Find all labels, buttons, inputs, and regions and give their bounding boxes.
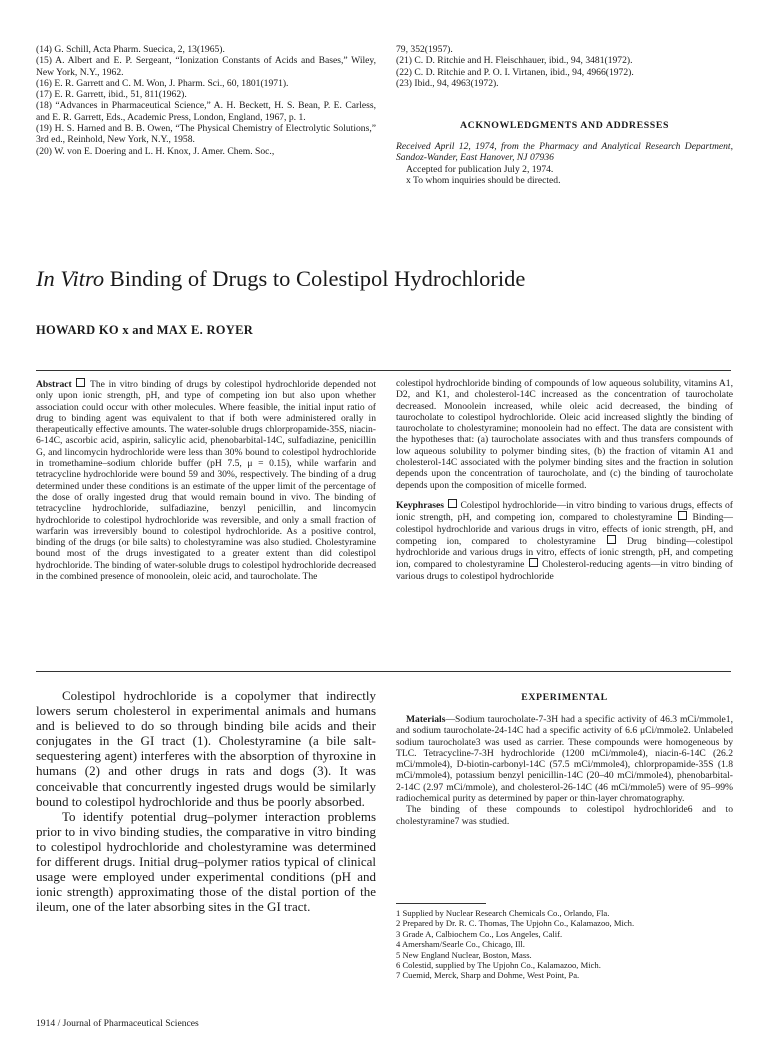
keyphrase: Drug binding—colestipol hydrochloride and various drugs in vitro, effects of ionic strength, pH, and competing ion, compared to cholestyramine xyxy=(396,535,734,571)
intro-paragraph: To identify potential drug–polymer interaction problems prior to in vivo binding studies, the comparative in vitro binding to colestipol hydrochloride and cholestyramine was determined for different drugs. Initial drug–polymer ratios typical of clinical usage were employed under experimental conditions (pH and ionic strength) approximating those of the distal portion of the ileum, one of the later absorbing sites in the GI tract. xyxy=(36,808,376,915)
reference: (23) Ibid., 94, 4963(1972). xyxy=(396,77,499,89)
keyphrases-label: Keyphrases xyxy=(396,499,444,511)
reference: (21) C. D. Ritchie and H. Fleischhauer, ibid., 94, 3481(1972). xyxy=(396,55,633,67)
footnote: 5 New England Nuclear, Boston, Mass. xyxy=(396,949,532,960)
inquiries-text: x To whom inquiries should be directed. xyxy=(406,174,561,186)
title-italic: In Vitro xyxy=(36,266,105,291)
reference: (17) E. R. Garrett, ibid., 51, 811(1962). xyxy=(36,89,187,101)
footnote: 1 Supplied by Nuclear Research Chemicals Co., Orlando, Fla. xyxy=(396,908,610,918)
intro-paragraph: Colestipol hydrochloride is a copolymer that indirectly lowers serum cholesterol in experimental animals and humans and is believed to do so through binding bile acids and their conjugates in the GI tract (1). Cholestyramine (a bile salt-sequestering agent) interferes with the absorption of thyroxine in humans (2) and other drugs in rats and dogs (3). It was conceivable that concurrently ingested drugs would be similarly bound to colestipol hydrochloride and thus be poorly absorbed. xyxy=(36,688,376,809)
reference: (15) A. Albert and E. P. Sergeant, “Ionization Constants of Acids and Bases,” Wiley, New York, N.Y., 1962. xyxy=(36,55,376,78)
keyphrase: Binding—colestipol hydrochloride and various drugs in vitro, effects of ionic strength, pH, and competing ion, compared to cholestyramine xyxy=(396,512,734,547)
reference: (16) E. R. Garrett and C. M. Won, J. Pharm. Sci., 60, 1801(1971). xyxy=(36,77,289,89)
binding-paragraph: The binding of these compounds to colestipol hydrochloride6 and to cholestyramine7 was studied. xyxy=(396,804,733,827)
received-text: Received April 12, 1974, from the Pharmacy and Analytical Research Department, Sandoz-Wander, East Hanover, NJ 07936 xyxy=(396,141,733,164)
references-right xyxy=(396,44,733,89)
keyphrases xyxy=(396,499,733,582)
materials-label: Materials xyxy=(406,714,446,725)
abstract-label: Abstract xyxy=(36,379,72,390)
square-bullet-icon xyxy=(448,499,457,508)
footnote: 2 Prepared by Dr. R. C. Thomas, The Upjohn Co., Kalamazoo, Mich. xyxy=(396,918,635,929)
footnote-rule xyxy=(396,903,486,904)
materials-paragraph: Materials—Sodium taurocholate-7-3H had a specific activity of 46.3 mCi/mmole1, and sodium taurocholate-24-14C had a specific activity of 6.6 μCi/mmole2. Unlabeled sodium taurocholate3 was used as carrier. These compounds were homogeneous by TLC. Tetracycline-7-3H hydrochloride (1200 mCi/mmole4), niacin-6-14C (26.2 mCi/mmole4), D-biotin-carbonyl-14C (57.5 mCi/mmole4), chlorpropamide-35S (1.8 mCi/mmole4), potassium benzyl penicillin-14C (20–40 mCi/mmole4), phenobarbital-2-14C (2.97 mCi/mmole), and cholesterol-26-14C (46 mCi/mmole5) were of 95–99% radiochemical purity as determined by paper or thin-layer chromatography. xyxy=(396,714,733,805)
reference: (20) W. von E. Doering and L. H. Knox, J. Amer. Chem. Soc., xyxy=(36,145,275,157)
footnote: 4 Amersham/Searle Co., Chicago, Ill. xyxy=(396,939,525,950)
acknowledgments-section xyxy=(396,141,733,186)
authors: HOWARD KO x and MAX E. ROYER xyxy=(36,323,254,337)
square-bullet-icon xyxy=(76,378,85,387)
accepted-text: Accepted for publication July 2, 1974. xyxy=(406,163,554,175)
reference: (18) “Advances in Pharmaceutical Science,” A. H. Beckett, H. S. Bean, P. E. Carless, and E. R. Garrett, Eds., Academic Press, London, England, 1967, p. 1. xyxy=(36,100,376,123)
abstract-right xyxy=(396,378,733,582)
square-bullet-icon xyxy=(607,535,616,544)
square-bullet-icon xyxy=(678,511,687,520)
experimental-heading: EXPERIMENTAL xyxy=(521,692,608,703)
reference: (14) G. Schill, Acta Pharm. Suecica, 2, 13(1965). xyxy=(36,44,225,55)
title-text: Binding of Drugs to Colestipol Hydrochloride xyxy=(104,266,526,291)
materials-text: Sodium taurocholate-7-3H had a specific activity of 46.3 mCi/mmole1, and sodium taurocholate-24-14C had a specific activity of 6.6 μCi/mmole2. Unlabeled sodium taurocholate3 was used as carrier. These compounds were homogeneous by TLC. Tetracycline-7-3H hydrochloride (1200 mCi/mmole4), niacin-6-14C (26.2 mCi/mmole4), D-biotin-carbonyl-14C (57.5 mCi/mmole4), chlorpropamide-35S (1.8 mCi/mmole4), potassium benzyl penicillin-14C (20–40 mCi/mmole4), phenobarbital-2-14C (2.97 mCi/mmole), and cholesterol-26-14C (46 mCi/mmole5) were of 95–99% radiochemical purity as determined by paper or thin-layer chromatography. xyxy=(396,714,733,805)
reference: 79, 352(1957). xyxy=(396,44,453,55)
abstract-text-right: colestipol hydrochloride binding of compounds of low aqueous solubility, vitamins A1, D2, and K1, and cholesterol-14C increased as the concentration of taurocholate decreased. Monoolein increased, while oleic acid decreased, the binding of taurocholate to colestipol hydrochloride. Oleic acid increased slightly the binding of taurocholate to cholestyramine; monoolein had no effect. The data are consistent with the hypotheses that: (a) taurocholate associates with and thus transfers compounds of low aqueous solubility to polymer binding sites, (b) the fraction of vitamin A1 and cholesterol-14C associated with the polymer binding sites and the fraction in solution depends upon the concentration of taurocholate, and (c) the binding of taurocholate depends upon the composition of micelle formed. xyxy=(396,378,733,491)
footnotes xyxy=(396,908,733,981)
square-bullet-icon xyxy=(529,558,538,567)
article-title xyxy=(36,266,736,292)
page-footer: 1914 / Journal of Pharmaceutical Sciences xyxy=(36,1018,199,1029)
acknowledgments-heading: ACKNOWLEDGMENTS AND ADDRESSES xyxy=(459,120,670,131)
experimental-section xyxy=(396,714,733,827)
keyphrase: Cholesterol-reducing agents—in vitro binding of various drugs to colestipol hydrochloride xyxy=(396,559,734,582)
footnote: 7 Cuemid, Merck, Sharp and Dohme, West Point, Pa. xyxy=(396,970,580,981)
footnote: 6 Colestid, supplied by The Upjohn Co., Kalamazoo, Mich. xyxy=(396,960,601,971)
reference: (19) H. S. Harned and B. B. Owen, “The Physical Chemistry of Electrolytic Solutions,” 3rd ed., Reinhold, New York, N.Y., 1958. xyxy=(36,123,376,146)
references-left xyxy=(36,44,376,157)
abstract-text-left: The in vitro binding of drugs by colestipol hydrochloride depended not only upon ionic strength, pH, and type of competing ion but also upon whether association could occur with other molecules. Where feasible, the initial input ratio of drug to binding agent was equivalent to that if both were administered orally in therapeutically effective amounts. The water-soluble drugs chlorpropamide-35S, niacin-6-14C, ascorbic acid, aspirin, salicylic acid, phenobarbital-14C, sulfadiazine, penicillin G, and lincomycin hydrochloride were less than 30% bound to colestipol hydrochloride in tromethamine–sodium chloride buffer (pH 7.5, μ = 0.15), while warfarin and tetracycline hydrochloride were bound 59 and 30%, respectively. The binding of a drug determined under these conditions is an estimate of the upper limit of the percentage of the dose of orally ingested drug that would remain bound in vivo. The binding of tetracycline hydrochloride, sulfadiazine, benzyl penicillin, and lincomycin hydrochloride to colestipol hydrochloride was reversible, and only a small fraction of warfarin was irreversibly bound to colestipol hydrochloride. As a positive control, binding of the drugs (or bile salts) to cholestyramine was also studied. Cholestyramine bound most of the drugs investigated to a greater extent than did colestipol hydrochloride. The binding of water-soluble drugs to colestipol hydrochloride decreased in the combined presence of monoolein, oleic acid, and taurocholate. The xyxy=(36,379,376,583)
keyphrase: Colestipol hydrochloride—in vitro binding to various drugs, effects of ionic strength, pH, and competing ion, compared to cholestyramine xyxy=(396,499,733,524)
footnote: 3 Grade A, Calbiochem Co., Los Angeles, Calif. xyxy=(396,928,563,939)
reference: (22) C. D. Ritchie and P. O. I. Virtanen, ibid., 94, 4966(1972). xyxy=(396,66,634,78)
abstract-left xyxy=(36,378,376,582)
introduction xyxy=(36,688,376,914)
